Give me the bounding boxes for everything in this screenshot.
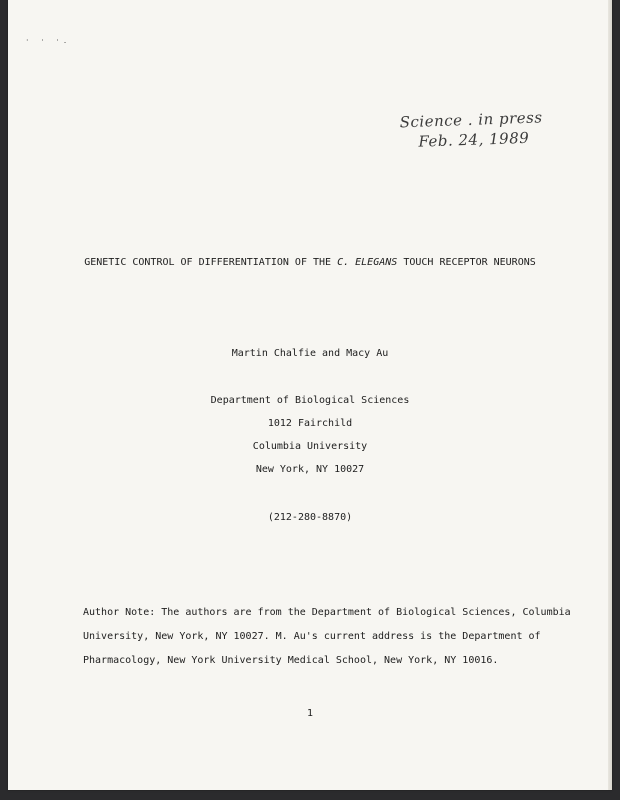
page-number: 1 xyxy=(306,708,314,719)
paper-specks: · · ·. xyxy=(26,36,72,45)
affiliation-department: Department of Biological Sciences xyxy=(210,395,410,406)
title-organism: C. ELEGANS xyxy=(337,257,398,268)
handwritten-line-1: Science . in press xyxy=(399,108,543,132)
affiliation-building: 1012 Fairchild xyxy=(267,418,353,429)
author-note-line-3: Pharmacology, New York University Medical School, New York, NY 10016. xyxy=(83,655,499,666)
handwritten-annotation xyxy=(399,107,590,152)
authors: Martin Chalfie and Macy Au xyxy=(231,348,389,359)
title-part-2: TOUCH RECEPTOR NEURONS xyxy=(397,257,536,268)
paper-title xyxy=(0,257,620,268)
handwritten-line-2: Feb. 24, 1989 xyxy=(418,128,530,151)
author-note-line-1: Author Note: The authors are from the Department of Biological Sciences, Columbia xyxy=(83,607,571,618)
phone-number: (212-280-8870) xyxy=(267,512,353,523)
title-part-1: GENETIC CONTROL OF DIFFERENTIATION OF THE xyxy=(84,257,338,268)
author-note-line-2: University, New York, NY 10027. M. Au's current address is the Department of xyxy=(83,631,541,642)
author-note xyxy=(83,601,571,673)
affiliation-city: New York, NY 10027 xyxy=(255,464,365,475)
affiliation-university: Columbia University xyxy=(252,441,368,452)
